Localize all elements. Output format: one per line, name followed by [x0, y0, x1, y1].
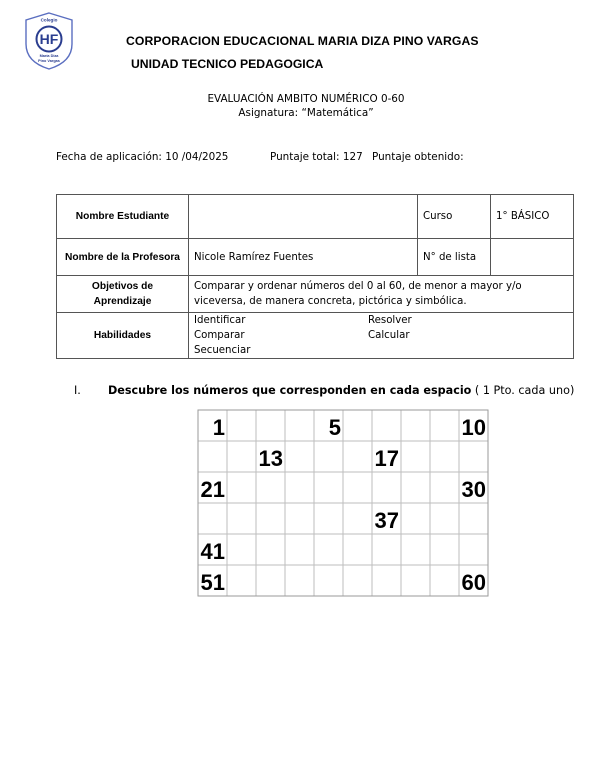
grid-cell-blank[interactable]	[430, 565, 459, 596]
lista-label: N° de lista	[418, 239, 491, 276]
grid-cell-blank[interactable]	[314, 534, 343, 565]
grid-cell-blank[interactable]	[285, 472, 314, 503]
nombre-estudiante-field[interactable]	[189, 195, 418, 239]
grid-cell-blank[interactable]	[285, 441, 314, 472]
grid-cell-blank[interactable]	[459, 503, 488, 534]
grid-number: 37	[374, 508, 399, 533]
unit-name: UNIDAD TECNICO PEDAGOGICA	[131, 57, 324, 71]
grid-number: 51	[200, 570, 225, 595]
school-crest-icon	[24, 12, 74, 70]
grid-cell-blank[interactable]	[227, 565, 256, 596]
school-name: CORPORACION EDUCACIONAL MARIA DIZA PINO VARGAS	[126, 34, 479, 48]
habilidad-item: Comparar	[194, 330, 245, 341]
grid-cell-blank[interactable]	[256, 410, 285, 441]
grid-number: 10	[461, 415, 486, 440]
grid-cell-blank[interactable]	[198, 503, 227, 534]
table-row	[57, 195, 574, 239]
grid-cell-blank[interactable]	[372, 472, 401, 503]
section-heading	[74, 384, 574, 397]
logo-monogram: HF	[39, 31, 59, 47]
grid-cell-blank[interactable]	[401, 565, 430, 596]
grid-cell-blank[interactable]	[314, 503, 343, 534]
grid-cell-blank[interactable]	[372, 534, 401, 565]
grid-cell-blank[interactable]	[343, 410, 372, 441]
fecha-aplicacion: Fecha de aplicación: 10 /04/2025	[56, 151, 229, 163]
grid-number: 17	[374, 446, 399, 471]
grid-number: 41	[200, 539, 225, 564]
grid-cell-blank[interactable]	[401, 441, 430, 472]
puntaje-total: Puntaje total: 127	[270, 151, 363, 163]
number-grid-svg	[197, 409, 489, 601]
grid-cell-blank[interactable]	[372, 410, 401, 441]
objetivos-label: Objetivos de Aprendizaje	[57, 276, 189, 313]
grid-cell-blank[interactable]	[430, 534, 459, 565]
grid-cell-blank[interactable]	[256, 472, 285, 503]
grid-cell-blank[interactable]	[227, 472, 256, 503]
grid-cell-blank[interactable]	[430, 410, 459, 441]
grid-cell-blank[interactable]	[343, 503, 372, 534]
grid-number: 5	[328, 415, 341, 440]
profesora-value: Nicole Ramírez Fuentes	[189, 239, 418, 276]
grid-cell-blank[interactable]	[285, 503, 314, 534]
section-points: ( 1 Pto. cada uno)	[471, 384, 575, 397]
grid-cell-blank[interactable]	[256, 503, 285, 534]
grid-number: 21	[200, 477, 225, 502]
grid-cell-blank[interactable]	[227, 503, 256, 534]
table-row	[57, 239, 574, 276]
grid-cell-blank[interactable]	[343, 441, 372, 472]
grid-cell-blank[interactable]	[430, 441, 459, 472]
grid-cell-blank[interactable]	[343, 534, 372, 565]
curso-label: Curso	[418, 195, 491, 239]
nombre-estudiante-label: Nombre Estudiante	[57, 195, 189, 239]
grid-cell-blank[interactable]	[314, 472, 343, 503]
grid-cell-blank[interactable]	[372, 565, 401, 596]
grid-cell-blank[interactable]	[343, 565, 372, 596]
grid-cell-blank[interactable]	[256, 565, 285, 596]
grid-cell-blank[interactable]	[227, 441, 256, 472]
grid-cell-blank[interactable]	[401, 472, 430, 503]
table-row	[57, 313, 574, 359]
habilidades-cell	[189, 313, 574, 359]
objetivos-value: Comparar y ordenar números del 0 al 60, de menor a mayor y/o viceversa, de manera concreta, pictórica y simbólica.	[189, 276, 574, 313]
student-info-table	[56, 194, 574, 359]
habilidades-label: Habilidades	[57, 313, 189, 359]
grid-cell-blank[interactable]	[343, 472, 372, 503]
habilidad-item: Secuenciar	[194, 345, 251, 356]
grid-cell-blank[interactable]	[314, 565, 343, 596]
grid-cell-blank[interactable]	[227, 534, 256, 565]
table-row	[57, 276, 574, 313]
lista-field[interactable]	[491, 239, 574, 276]
grid-cell-blank[interactable]	[401, 410, 430, 441]
grid-cell-blank[interactable]	[459, 534, 488, 565]
grid-cell-blank[interactable]	[227, 410, 256, 441]
grid-number: 1	[212, 415, 225, 440]
habilidad-item: Resolver	[368, 315, 412, 326]
number-grid	[197, 409, 489, 601]
evaluation-title: EVALUACIÓN AMBITO NUMÉRICO 0-60	[207, 93, 405, 105]
section-number: I.	[74, 384, 81, 397]
evaluation-subject: Asignatura: “Matemática”	[238, 107, 374, 119]
habilidad-item: Calcular	[368, 330, 410, 341]
grid-number: 60	[461, 570, 486, 595]
grid-cell-blank[interactable]	[430, 472, 459, 503]
logo-bottom-line1: María Diza	[39, 54, 59, 58]
curso-value: 1° BÁSICO	[491, 195, 574, 239]
grid-cell-blank[interactable]	[256, 534, 285, 565]
grid-number: 30	[461, 477, 486, 502]
grid-cell-blank[interactable]	[459, 441, 488, 472]
logo-top-text: Colegio	[40, 17, 58, 23]
school-logo	[24, 12, 74, 70]
section-title: Descubre los números que corresponden en cada espacio	[108, 384, 472, 397]
habilidad-item: Identificar	[194, 315, 246, 326]
grid-cell-blank[interactable]	[401, 503, 430, 534]
grid-cell-blank[interactable]	[430, 503, 459, 534]
grid-cell-blank[interactable]	[198, 441, 227, 472]
grid-cell-blank[interactable]	[314, 441, 343, 472]
logo-bottom-line2: Pino Vargas	[38, 59, 60, 63]
grid-cell-blank[interactable]	[285, 565, 314, 596]
puntaje-obtenido: Puntaje obtenido:	[372, 151, 464, 163]
profesora-label: Nombre de la Profesora	[57, 239, 189, 276]
grid-cell-blank[interactable]	[285, 410, 314, 441]
grid-number: 13	[258, 446, 283, 471]
grid-cell-blank[interactable]	[285, 534, 314, 565]
grid-cell-blank[interactable]	[401, 534, 430, 565]
